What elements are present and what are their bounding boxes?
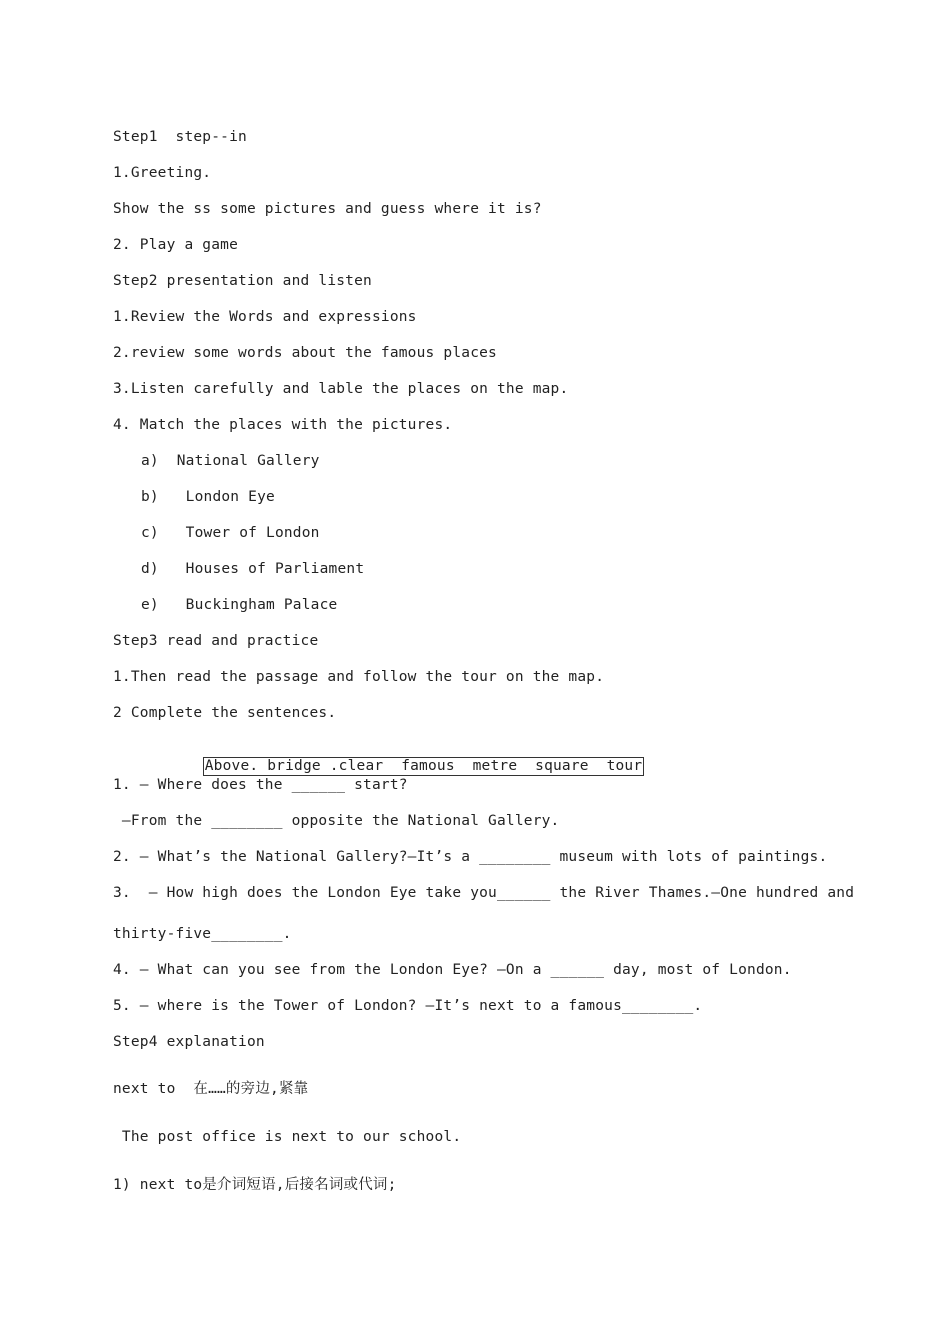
review-words-item: 1.Review the Words and expressions (113, 309, 417, 325)
grammar-note-1: 1) next to是介词短语,后接名词或代词; (113, 1177, 397, 1193)
word-bank-box: Above. bridge .clear famous metre square tour (204, 758, 643, 774)
complete-sentences-item: 2 Complete the sentences. (113, 705, 337, 721)
step4-heading: Step4 explanation (113, 1034, 265, 1050)
sentence-4: 4. — What can you see from the London Eye? —On a ______ day, most of London. (113, 962, 792, 978)
place-option-d: d) Houses of Parliament (141, 561, 365, 577)
place-option-b: b) London Eye (141, 489, 275, 505)
place-option-a: a) National Gallery (141, 453, 320, 469)
step3-heading: Step3 read and practice (113, 633, 319, 649)
sentence-1-question: 1. — Where does the ______ start? (113, 777, 408, 793)
play-game-item: 2. Play a game (113, 237, 239, 253)
sentence-2: 2. — What’s the National Gallery?—It’s a ________ museum with lots of paintings. (113, 849, 828, 865)
greeting-item: 1.Greeting. (113, 165, 212, 181)
place-option-c: c) Tower of London (141, 525, 320, 541)
sentence-1-answer: —From the ________ opposite the National Gallery. (113, 813, 560, 829)
step1-heading: Step1 step--in (113, 129, 247, 145)
step2-heading: Step2 presentation and listen (113, 273, 372, 289)
listen-item: 3.Listen carefully and lable the places on the map. (113, 381, 569, 397)
sentence-3: 3. — How high does the London Eye take you______ the River Thames.—One hundred and (113, 885, 855, 901)
show-pictures-text: Show the ss some pictures and guess where it is? (113, 201, 542, 217)
next-to-definition: next to 在……的旁边,紧靠 (113, 1081, 309, 1097)
example-sentence: The post office is next to our school. (113, 1129, 462, 1145)
sentence-3-continued: thirty-five________. (113, 926, 292, 942)
read-passage-item: 1.Then read the passage and follow the tour on the map. (113, 669, 605, 685)
review-places-item: 2.review some words about the famous places (113, 345, 497, 361)
match-item: 4. Match the places with the pictures. (113, 417, 453, 433)
place-option-e: e) Buckingham Palace (141, 597, 338, 613)
sentence-5: 5. — where is the Tower of London? —It’s next to a famous________. (113, 998, 703, 1014)
